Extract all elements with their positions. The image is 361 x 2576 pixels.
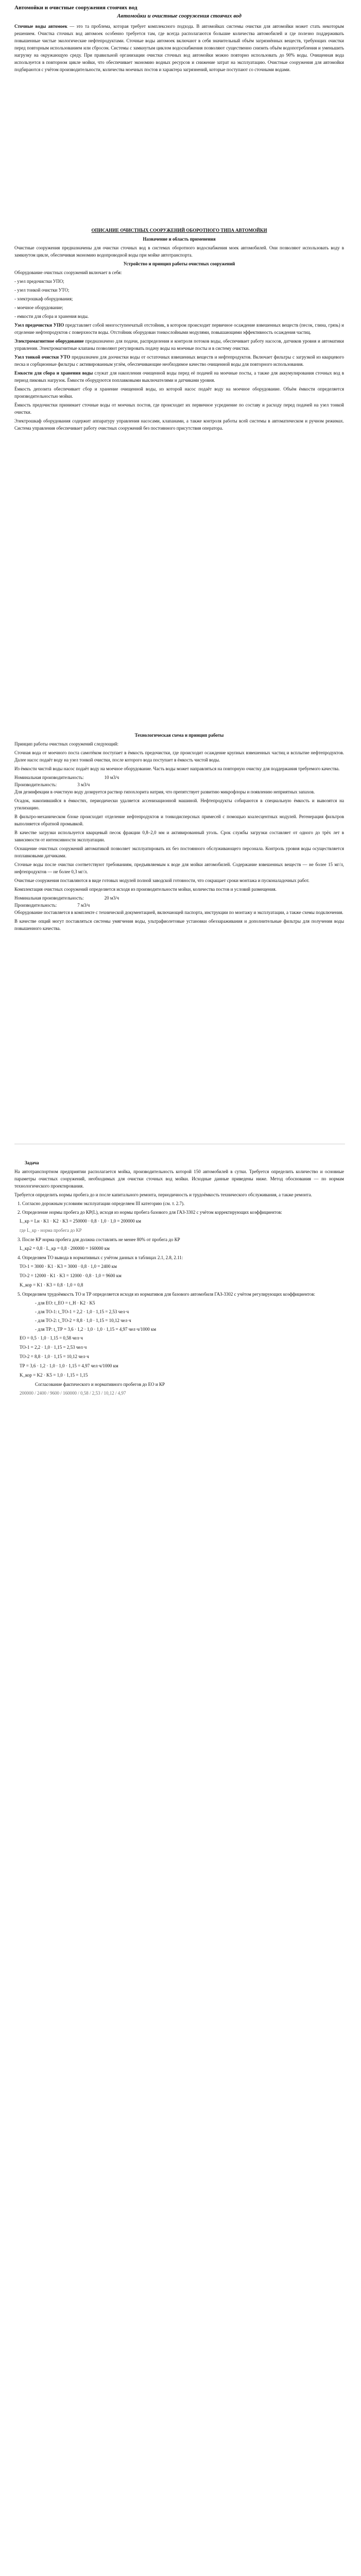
capacity-value: 10 м3/ч xyxy=(104,775,119,780)
capacity-label: Производительность: xyxy=(14,782,57,787)
section1-p5: Электрошкаф оборудования содержит аппаратуру управления насосами, клапанами, а также контроля работы всей системы в автоматическом и ручном режимах. Система управления обеспечивает работу очистных сооружений без постоянного присутствия оператора. xyxy=(14,418,344,431)
formula: ТО-2 = 8,8 · 1,0 · 1,15 = 10,12 чел·ч xyxy=(20,1354,89,1359)
capacity-label: Производительность: xyxy=(14,903,57,908)
formula: L_кр = Lн · K1 · K2 · K3 = 250000 · 0,8 · 1,0 · 1,0 = 200000 км xyxy=(20,1218,141,1224)
section2-p3: Из ёмкости чистой воды насос подаёт воду на моечное оборудование. Часть воды может направляться на повторную очистку для поддержания требуемого качества. xyxy=(14,766,340,771)
formula: L_кр2 = 0,8 · L_кр = 0,8 · 200000 = 160000 км xyxy=(20,1246,110,1251)
uto-text: предназначен для доочистки воды от остаточных взвешенных веществ и нефтепродуктов. Включает фильтры с загрузкой из кварцевого песка и сорбционные фильтры с активированным углём, обеспечивающие необходимое качество очищенной воды для повторного использования. xyxy=(14,354,344,367)
sub-item: - для ЕО: t_ЕО = t_Н · K2 · K5 xyxy=(35,1300,95,1306)
section2-p2: Сточная вода от моечного поста самотёком поступает в ёмкость предочистки, где происходит осаждение крупных взвешенных частиц и всплытие нефтепродуктов. Далее насос подаёт воду на узел тонкой очистки, после которого вода поступает в ёмкость чистой воды. xyxy=(14,750,344,762)
section2-heading: Технологическая схема и принцип работы xyxy=(134,733,224,738)
section2-p4: Для дезинфекции в очистную воду дозируется раствор гипохлорита натрия, что препятствует развитию микрофлоры и появлению неприятных запахов. xyxy=(14,789,315,794)
sep-lead: Электромагнитное оборудование xyxy=(14,338,84,344)
task-heading: Задача xyxy=(25,1160,39,1165)
upo-paragraph xyxy=(14,321,344,336)
section1-p3: Ёмкость депозита обеспечивает сбор и хранение очищенной воды, из которой насос подаёт воду на моечное оборудование. Объём ёмкости определяется производительностью мойки. xyxy=(14,386,344,399)
task-item: 5. Определяем трудоёмкость ТО и ТР определяется исходя из нормативов для базового автомобиля ГАЗ-3302 с учётом регулирующих коэффициентов: xyxy=(18,1292,315,1297)
section2-p13: В качестве опций могут поставляться системы умягчения воды, ультрафиолетовые установки обеззараживания и дополнительные фильтры для получения воды повышенного качества. xyxy=(14,919,344,931)
section2-p10: Очистные сооружения поставляются в виде готовых модулей полной заводской готовности, что сокращает сроки монтажа и пусконаладочных работ. xyxy=(14,878,310,883)
list-item: - узел предочистки УПО; xyxy=(14,279,64,284)
capacity-value: 20 м3/ч xyxy=(104,895,119,901)
tank-paragraph xyxy=(14,369,344,384)
capacity-value: 3 м3/ч xyxy=(77,782,90,787)
tank-lead: Емкости для сбора и хранения воды xyxy=(14,370,93,376)
capacity-row xyxy=(14,781,344,788)
capacity-row xyxy=(14,774,344,781)
capacity-label: Номинальная производительность: xyxy=(14,775,84,780)
list-item: - узел тонкой очистки УТО; xyxy=(14,287,70,293)
formula-note: где L_кр - норма пробега до КР xyxy=(20,1228,82,1233)
section-scheme xyxy=(14,732,344,934)
capacity-row xyxy=(14,902,344,909)
section2-p7: В качестве загрузки используется кварцевый песок фракции 0,8–2,0 мм и активированный уголь. Срок службы загрузки составляет от одного до трёх лет в зависимости от интенсивности эксплуатации. xyxy=(14,830,344,842)
task-section xyxy=(14,1159,344,1399)
section2-p1: Принцип работы очистных сооружений следующий: xyxy=(14,741,118,747)
equipment-list xyxy=(14,278,344,320)
sep-paragraph xyxy=(14,337,344,352)
capacity-value: 7 м3/ч xyxy=(77,903,90,908)
sub-item: - для ТО-2: t_ТО-2 = 8,8 · 1,0 · 1,15 = 10,12 чел·ч xyxy=(35,1318,131,1323)
sub-item: - для ТР: t_ТР = 3,6 · 1,2 · 1,0 · 1,0 · 1,15 = 4,97 чел·ч/1000 км xyxy=(35,1327,157,1332)
section2-p6: В фильтро-механическом блоке происходит отделение нефтепродуктов и тонкодисперсных примесей с помощью коалесцентных модулей. Регенерация фильтров выполняется обратной промывкой. xyxy=(14,814,344,826)
task-item: 2. Определение нормы пробега до КР(L), исходя из нормы пробега базового для ГАЗ-3302 с учётом корректирующих коэффициентов: xyxy=(18,1210,282,1215)
uto-paragraph xyxy=(14,353,344,368)
task-intro-2: Требуется определить нормы пробега до и после капитального ремонта, периодичность и трудоёмкость технического обслуживания, а также ремонта. xyxy=(14,1192,312,1197)
list-item: - емкости для сбора и хранения воды. xyxy=(14,314,89,319)
section2-p5: Осадок, накопившийся в ёмкостях, периодически удаляется ассенизационной машиной. Нефтепродукты собираются в специальную ёмкость и вывозятся на утилизацию. xyxy=(14,798,344,810)
capacity-row xyxy=(14,894,344,902)
section1-subheading: Назначение и область применения xyxy=(143,236,216,242)
task-intro: На автотранспортном предприятии располагается мойка, производительность которой 150 автомобилей в сутки. Требуется определить количество и основные параметры очистных сооружений, необходимых для очистки сточных вод мойки. Исходные данные приведены ниже. Метод обоснования — по нормам технологического проектирования. xyxy=(14,1169,344,1189)
sub-item: - для ТО-1: t_ТО-1 = 2,2 · 1,0 · 1,15 = 2,53 чел·ч xyxy=(35,1309,129,1314)
capacity-label: Номинальная производительность: xyxy=(14,895,84,901)
section2-p8: Оснащение очистных сооружений автоматикой позволяет эксплуатировать их без постоянного обслуживающего персонала. Контроль уровня воды осуществляется поплавковыми датчиками. xyxy=(14,846,344,858)
formula: TO-2 = 12000 · K1 · K3 = 12000 · 0,8 · 1,0 = 9600 км xyxy=(20,1273,122,1278)
uto-lead: Узел тонкой очистки УТО xyxy=(14,354,71,360)
list-item: - моечное оборудование; xyxy=(14,305,63,310)
formula: ЕО = 0,5 · 1,0 · 1,15 = 0,58 чел·ч xyxy=(20,1335,83,1341)
upo-lead: Узел предочистки УПО xyxy=(14,323,64,328)
intro-block xyxy=(14,23,344,75)
sep-text: предназначено для подачи, распределения и контроля потоков воды, обеспечивает работу насосов, датчиков уровня и автоматики управления. Электромагнитные клапаны позволяют регулировать подачу воды на моечные посты и в систему очистки. xyxy=(14,338,344,351)
tank-text: служат для накопления очищенной воды перед её подачей на моечные посты, а также для аккумулирования сточных вод в период пиковых нагрузок. Ёмкости оборудуются поплавковыми выключателями и датчиками уровня. xyxy=(14,370,344,383)
document-header xyxy=(14,4,344,20)
list-item: - электрошкаф оборудования; xyxy=(14,296,73,301)
intro-lead: Сточные воды автомоек xyxy=(14,24,67,29)
page-title: Автомойки и очистные сооружения стоячих вод xyxy=(14,5,137,11)
task-item: 4. Определяем ТО вывода в нормативных с учётом данных в таблицах 2.1, 2.8, 2.11: xyxy=(18,1255,183,1260)
upo-text: представляет собой многоступенчатый отстойник, в котором происходит первичное осаждение взвешенных веществ (песок, глина, грязь) и отделение нефтепродуктов с поверхности воды. Отстойник оборудован тонкослойными модулями, повышающими эффективность осаждения частиц. xyxy=(14,323,344,335)
section1-p1: Очистные сооружения предназначены для очистки сточных вод в системах оборотного водоснабжения моек автомобилей. Они позволяют использовать воду в замкнутом цикле, обеспечивая экономию водопроводной воды при мойке автотранспорта. xyxy=(14,245,344,258)
page-subtitle: Автомойки и очистные сооружения стоячих вод xyxy=(117,13,242,19)
table-line: 200000 / 2400 / 9600 / 160000 / 0,58 / 2,53 / 10,12 / 4,97 xyxy=(20,1391,126,1396)
task-item: 1. Согласно дорожным условиям эксплуатации определяем III категорию (см. т. 2.7). xyxy=(18,1201,185,1206)
section2-p9: Сточные воды после очистки соответствуют требованиям, предъявляемым к воде для мойки автомобилей. Содержание взвешенных веществ — не более 15 мг/л, нефтепродуктов — не более 0,3 мг/л. xyxy=(14,862,344,874)
section1-p4: Ёмкость предочистки принимает сточные воды от моечных постов, где происходит их первичное усреднение по составу и расходу перед подачей на узел тонкой очистки. xyxy=(14,402,344,415)
section2-p12: Оборудование поставляется в комплекте с технической документацией, включающей паспорта, инструкции по монтажу и эксплуатации, а также схемы подключения. xyxy=(14,910,343,915)
formula: ТО-1 = 2,2 · 1,0 · 1,15 = 2,53 чел·ч xyxy=(20,1345,87,1350)
table-caption: Согласование фактического и нормативного пробегов до ЕО и КР xyxy=(35,1382,165,1387)
section-description xyxy=(14,227,344,433)
formula: K_кор = K2 · K5 = 1,0 · 1,15 = 1,15 xyxy=(20,1372,88,1378)
section1-p2: Оборудование очистных сооружений включает в себя: xyxy=(14,270,122,275)
formula: TO-1 = 3000 · K1 · K3 = 3000 · 0,8 · 1,0 = 2400 км xyxy=(20,1264,117,1269)
formula: K_кор = K1 · K3 = 0,8 · 1,0 = 0,8 xyxy=(20,1282,83,1287)
section2-p11: Комплектация очистных сооружений определяется исходя из производительности мойки, количества постов и условий размещения. xyxy=(14,887,277,892)
section1-subheading-2: Устройство и принцип работы очистных сооружений xyxy=(123,261,235,266)
intro-paragraph xyxy=(14,23,344,73)
task-item: 3. После КР норма пробега для должна составлять не менее 80% от пробега до КР xyxy=(18,1237,180,1242)
section1-heading: ОПИСАНИЕ ОЧИСТНЫХ СООРУЖЕНИЙ ОБОРОТНОГО ТИПА АВТОМОЙКИ xyxy=(91,228,267,233)
formula: ТР = 3,6 · 1,2 · 1,0 · 1,0 · 1,15 = 4,97 чел·ч/1000 км xyxy=(20,1363,118,1368)
intro-text: — это та проблема, которая требует комплексного подхода. В автомойках системы очистки для автомойки может стать некоторым решением. Очистка сточных вод автомоек особенно требуется там, где всегда располагаются большие количества автомобилей и где полезно поддерживать повышенные чистые экологические нефтепродуктами. Сточные воды автомоек включают в себя значительный объём загрязнённых веществ, требующих очистки перед повторным использованием или сбросом. Системы с замкнутым циклом водоснабжения позволяют существенно снизить объём водопотребления и уменьшить нагрузку на окружающую среду. При правильной организации очистки сточных вод автомойки можно повторно использовать до 90% воды. Очищенная вода используется в повторном цикле мойки, что обеспечивает экономию водных ресурсов и снижение затрат на эксплуатацию. Очистные сооружения для автомойки подбираются с учётом производительности, количества моечных постов и характера загрязнений, которые поступают со сточными водами. xyxy=(14,24,345,72)
